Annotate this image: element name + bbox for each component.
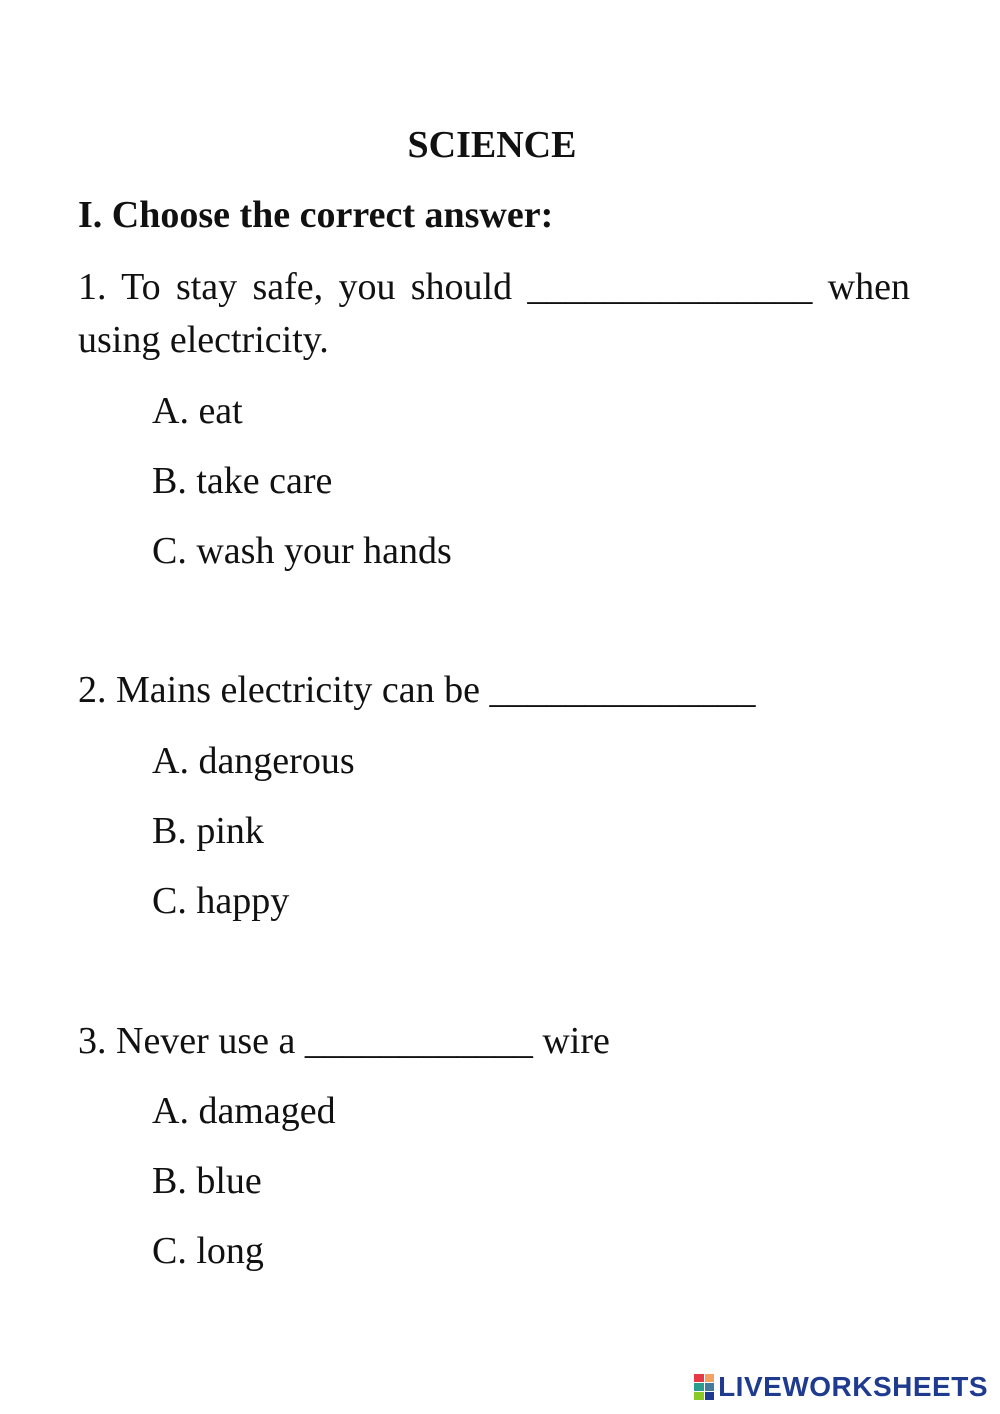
question-2-option-b[interactable]: B. pink: [152, 810, 264, 852]
question-1-option-c[interactable]: C. wash your hands: [152, 530, 452, 572]
brand-name: LIVEWORKSHEETS: [718, 1371, 988, 1402]
question-1-text: 1. To stay safe, you should _______________ when using electricity.: [78, 266, 910, 361]
question-2-text: 2. Mains electricity can be ______________: [78, 669, 756, 711]
section-heading: I. Choose the correct answer:: [78, 194, 554, 236]
question-1-option-b[interactable]: B. take care: [152, 460, 333, 502]
logo-block: [705, 1374, 715, 1382]
brand-watermark: [694, 1372, 988, 1402]
logo-block: [694, 1392, 704, 1400]
liveworksheets-logo-icon: [694, 1374, 714, 1400]
logo-block: [694, 1374, 704, 1382]
question-2-option-c[interactable]: C. happy: [152, 880, 290, 922]
question-3-option-c[interactable]: C. long: [152, 1230, 264, 1272]
logo-block: [694, 1383, 704, 1391]
logo-block: [705, 1392, 715, 1400]
question-1-option-a[interactable]: A. eat: [152, 390, 243, 432]
question-3-option-b[interactable]: B. blue: [152, 1160, 262, 1202]
question-2-option-a[interactable]: A. dangerous: [152, 740, 355, 782]
page-title: SCIENCE: [407, 124, 577, 166]
logo-block: [705, 1383, 715, 1391]
question-3-option-a[interactable]: A. damaged: [152, 1090, 336, 1132]
question-3-text: 3. Never use a ____________ wire: [78, 1020, 610, 1062]
